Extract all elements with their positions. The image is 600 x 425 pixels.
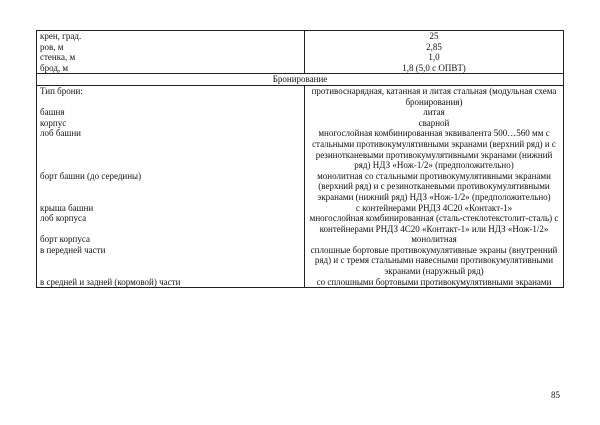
row-value: 25 <box>305 31 564 42</box>
row-label: стенка, м <box>37 52 305 63</box>
row-label: ров, м <box>37 42 305 53</box>
table-row <box>37 171 564 203</box>
table-row <box>37 52 564 63</box>
row-value: монолитная <box>305 234 564 245</box>
row-value: многослойная комбинированная (сталь-стеклотекстолит-сталь) с контейнерами РНДЗ 4С20 «Контакт-1» или НДЗ «Нож-1/2» <box>305 213 564 234</box>
row-label: лоб корпуса <box>37 213 305 234</box>
table-row <box>37 213 564 234</box>
table-row <box>37 128 564 170</box>
specifications-table <box>36 30 564 288</box>
row-value: многослойная комбинированная эквивалента 500…560 мм с стальными противокумулятивными экранами (верхний ряд) и с резинотканевыми противокумулятивными экранами (нижний ряд) НДЗ «Нож-1/2» (предположительно) <box>305 128 564 170</box>
row-label: борт башни (до середины) <box>37 171 305 203</box>
row-value: литая <box>305 107 564 118</box>
row-value: 1,0 <box>305 52 564 63</box>
page-number: 85 <box>551 390 560 400</box>
row-label: в передней части <box>37 245 305 277</box>
row-label: крен, град. <box>37 31 305 42</box>
row-value: противоснарядная, катанная и литая стальная (модульная схема бронирования) <box>305 85 564 107</box>
table-row <box>37 234 564 245</box>
table-row <box>37 63 564 74</box>
row-value: сплошные бортовые противокумулятивные экраны (внутренний ряд) и с тремя стальными навесными противокумулятивными экранами (наружный ряд) <box>305 245 564 277</box>
section-title: Бронирование <box>37 74 564 86</box>
row-value: 2,85 <box>305 42 564 53</box>
table-row <box>37 31 564 42</box>
table-row <box>37 277 564 288</box>
table-row <box>37 85 564 107</box>
specifications-table-body <box>37 31 564 288</box>
table-row <box>37 118 564 129</box>
row-label: брод, м <box>37 63 305 74</box>
row-value: 1,8 (5,0 с ОПВТ) <box>305 63 564 74</box>
row-value: со сплошными бортовыми противокумулятивными экранами <box>305 277 564 288</box>
row-label: в средней и задней (кормовой) части <box>37 277 305 288</box>
row-value: монолитная со стальными противокумулятивными экранами (верхний ряд) и с резинотканевыми противокумулятивными экранами (нижний ряд) НДЗ «Нож-1/2» (предположительно) <box>305 171 564 203</box>
table-row <box>37 42 564 53</box>
table-row <box>37 245 564 277</box>
table-row <box>37 203 564 214</box>
row-label: крыша башни <box>37 203 305 214</box>
section-header-row <box>37 74 564 86</box>
row-value: с контейнерами РНДЗ 4С20 «Контакт-1» <box>305 203 564 214</box>
row-label: лоб башни <box>37 128 305 170</box>
row-label: корпус <box>37 118 305 129</box>
row-label: борт корпуса <box>37 234 305 245</box>
row-value: сварной <box>305 118 564 129</box>
table-row <box>37 107 564 118</box>
row-label: Тип брони: <box>37 85 305 107</box>
row-label: башня <box>37 107 305 118</box>
